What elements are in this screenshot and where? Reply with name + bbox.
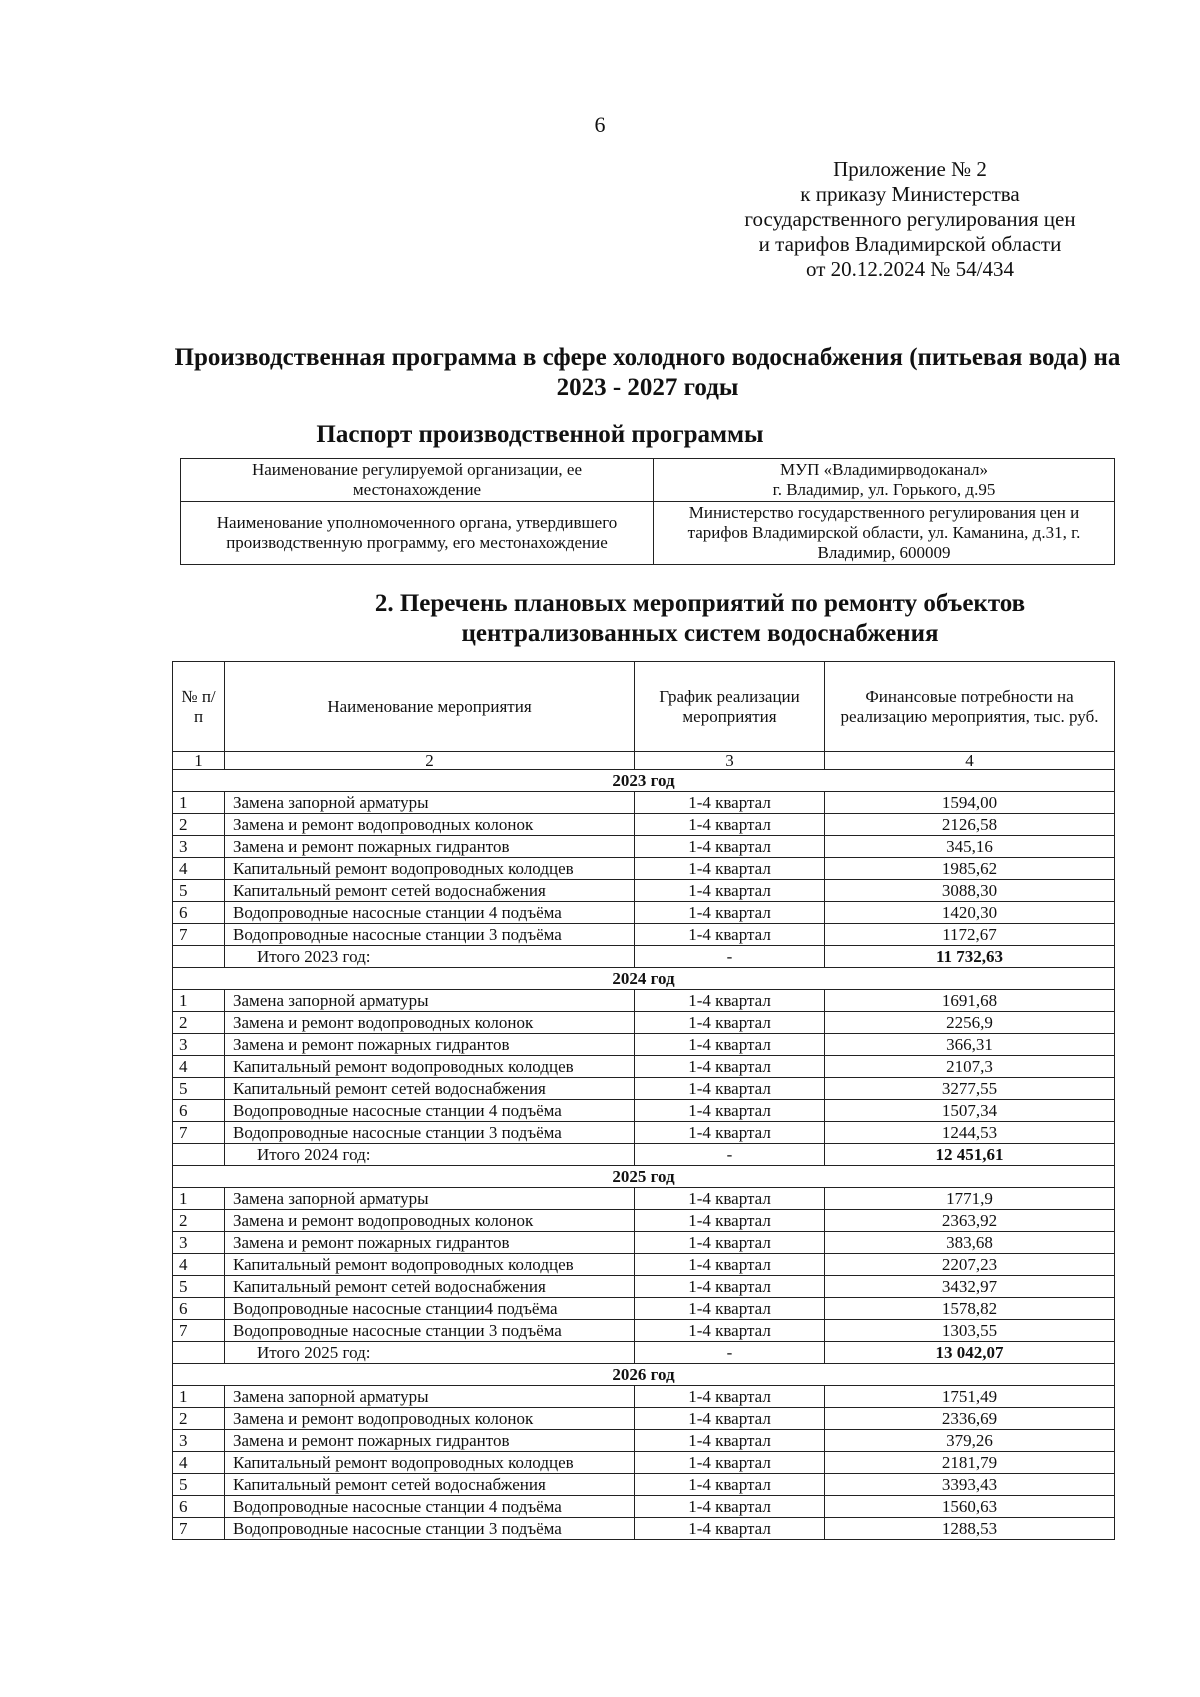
year-label: 2025 год — [173, 1166, 1115, 1188]
row-number: 3 — [173, 1232, 225, 1254]
measure-schedule: 1-4 квартал — [635, 858, 825, 880]
total-row — [173, 946, 1115, 968]
row-number: 5 — [173, 880, 225, 902]
table-row — [173, 858, 1115, 880]
table-row — [173, 880, 1115, 902]
row-number: 4 — [173, 1254, 225, 1276]
passport-value — [654, 459, 1115, 502]
year-row — [173, 1364, 1115, 1386]
measure-name: Капитальный ремонт сетей водоснабжения — [225, 1474, 635, 1496]
measure-name: Капитальный ремонт сетей водоснабжения — [225, 880, 635, 902]
column-number-row — [173, 752, 1115, 770]
column-number: 2 — [225, 752, 635, 770]
measure-name: Замена и ремонт пожарных гидрантов — [225, 836, 635, 858]
measure-amount: 3088,30 — [825, 880, 1115, 902]
row-number: 2 — [173, 1210, 225, 1232]
measure-schedule: 1-4 квартал — [635, 1386, 825, 1408]
table-row — [173, 1474, 1115, 1496]
measure-schedule: 1-4 квартал — [635, 1518, 825, 1540]
column-number: 1 — [173, 752, 225, 770]
measure-name: Замена запорной арматуры — [225, 990, 635, 1012]
measure-name: Замена запорной арматуры — [225, 792, 635, 814]
measure-name: Водопроводные насосные станции 3 подъёма — [225, 1518, 635, 1540]
row-number: 4 — [173, 858, 225, 880]
row-number: 3 — [173, 1034, 225, 1056]
row-number: 7 — [173, 1518, 225, 1540]
passport-label: Наименование регулируемой организации, ее местонахождение — [181, 459, 654, 502]
measure-name: Капитальный ремонт водопроводных колодцев — [225, 1056, 635, 1078]
measure-schedule: 1-4 квартал — [635, 1452, 825, 1474]
total-label: Итого 2023 год: — [225, 946, 635, 968]
total-label: Итого 2025 год: — [225, 1342, 635, 1364]
passport-value: Министерство государственного регулирования цен и тарифов Владимирской области, ул. Каманина, д.31, г. Владимир, 600009 — [654, 502, 1115, 565]
empty-cell — [173, 946, 225, 968]
measure-schedule: 1-4 квартал — [635, 836, 825, 858]
header-name: Наименование мероприятия — [225, 662, 635, 752]
measure-amount: 3432,97 — [825, 1276, 1115, 1298]
row-number: 5 — [173, 1276, 225, 1298]
section-title — [300, 589, 1100, 649]
measure-name: Водопроводные насосные станции 4 подъёма — [225, 902, 635, 924]
row-number: 4 — [173, 1452, 225, 1474]
appendix-line: и тарифов Владимирской области — [758, 232, 1062, 256]
measure-schedule: 1-4 квартал — [635, 880, 825, 902]
total-row — [173, 1342, 1115, 1364]
row-number: 7 — [173, 924, 225, 946]
passport-row — [181, 502, 1115, 565]
table-row — [173, 1188, 1115, 1210]
measure-schedule: 1-4 квартал — [635, 902, 825, 924]
table-row — [173, 1430, 1115, 1452]
measure-schedule: 1-4 квартал — [635, 1474, 825, 1496]
table-row — [173, 1518, 1115, 1540]
measure-name: Капитальный ремонт водопроводных колодцев — [225, 858, 635, 880]
table-row — [173, 1232, 1115, 1254]
measure-schedule: 1-4 квартал — [635, 1430, 825, 1452]
measure-schedule: 1-4 квартал — [635, 1188, 825, 1210]
table-row — [173, 1496, 1115, 1518]
measure-amount: 1594,00 — [825, 792, 1115, 814]
total-schedule: - — [635, 1342, 825, 1364]
table-row — [173, 1320, 1115, 1342]
measure-name: Капитальный ремонт водопроводных колодцев — [225, 1452, 635, 1474]
measure-amount: 1771,9 — [825, 1188, 1115, 1210]
empty-cell — [173, 1144, 225, 1166]
total-schedule: - — [635, 1144, 825, 1166]
measure-name: Замена и ремонт пожарных гидрантов — [225, 1430, 635, 1452]
measure-schedule: 1-4 квартал — [635, 1210, 825, 1232]
measure-amount: 1751,49 — [825, 1386, 1115, 1408]
table-row — [173, 836, 1115, 858]
measure-schedule: 1-4 квартал — [635, 792, 825, 814]
measure-schedule: 1-4 квартал — [635, 924, 825, 946]
table-row — [173, 814, 1115, 836]
empty-cell — [173, 1342, 225, 1364]
measure-schedule: 1-4 квартал — [635, 1298, 825, 1320]
row-number: 6 — [173, 1496, 225, 1518]
row-number: 2 — [173, 1408, 225, 1430]
row-number: 6 — [173, 1100, 225, 1122]
year-label: 2026 год — [173, 1364, 1115, 1386]
measure-amount: 1560,63 — [825, 1496, 1115, 1518]
section-title-line: 2. Перечень плановых мероприятий по ремонту объектов — [374, 590, 1026, 617]
measure-amount: 2107,3 — [825, 1056, 1115, 1078]
measure-name: Замена запорной арматуры — [225, 1188, 635, 1210]
total-amount: 11 732,63 — [825, 946, 1115, 968]
measure-name: Замена и ремонт пожарных гидрантов — [225, 1232, 635, 1254]
header-finance: Финансовые потребности на реализацию мероприятия, тыс. руб. — [825, 662, 1115, 752]
column-number: 3 — [635, 752, 825, 770]
measure-name: Замена и ремонт водопроводных колонок — [225, 1012, 635, 1034]
measure-schedule: 1-4 квартал — [635, 1276, 825, 1298]
total-row — [173, 1144, 1115, 1166]
measure-schedule: 1-4 квартал — [635, 1408, 825, 1430]
document-title: Производственная программа в сфере холодного водоснабжения (питьевая вода) на 2023 - 2027 годы — [174, 344, 1121, 401]
measure-amount: 2363,92 — [825, 1210, 1115, 1232]
year-row — [173, 1166, 1115, 1188]
measure-schedule: 1-4 квартал — [635, 814, 825, 836]
passport-value-line: МУП «Владимирводоканал» — [779, 460, 989, 479]
measure-amount: 345,16 — [825, 836, 1115, 858]
table-row — [173, 1056, 1115, 1078]
row-number: 4 — [173, 1056, 225, 1078]
measure-name: Водопроводные насосные станции 4 подъёма — [225, 1100, 635, 1122]
total-schedule: - — [635, 946, 825, 968]
measure-schedule: 1-4 квартал — [635, 1232, 825, 1254]
measure-amount: 2207,23 — [825, 1254, 1115, 1276]
measure-schedule: 1-4 квартал — [635, 1012, 825, 1034]
measure-amount: 3393,43 — [825, 1474, 1115, 1496]
table-row — [173, 1100, 1115, 1122]
measure-name: Капитальный ремонт сетей водоснабжения — [225, 1078, 635, 1100]
measure-amount: 1578,82 — [825, 1298, 1115, 1320]
measure-amount: 2126,58 — [825, 814, 1115, 836]
table-row — [173, 1298, 1115, 1320]
passport-value-line: г. Владимир, ул. Горького, д.95 — [772, 480, 996, 499]
row-number: 1 — [173, 1386, 225, 1408]
year-row — [173, 968, 1115, 990]
measure-amount: 1985,62 — [825, 858, 1115, 880]
measure-name: Водопроводные насосные станции 3 подъёма — [225, 924, 635, 946]
passport-label: Наименование уполномоченного органа, утвердившего производственную программу, его местонахождение — [181, 502, 654, 565]
appendix-line: от 20.12.2024 № 54/434 — [805, 257, 1015, 281]
table-row — [173, 1122, 1115, 1144]
passport-row — [181, 459, 1115, 502]
measure-schedule: 1-4 квартал — [635, 990, 825, 1012]
table-row — [173, 1078, 1115, 1100]
measure-schedule: 1-4 квартал — [635, 1496, 825, 1518]
column-number: 4 — [825, 752, 1115, 770]
year-label: 2023 год — [173, 770, 1115, 792]
table-row — [173, 792, 1115, 814]
measure-schedule: 1-4 квартал — [635, 1254, 825, 1276]
measure-schedule: 1-4 квартал — [635, 1320, 825, 1342]
header-no: № п/п — [173, 662, 225, 752]
table-row — [173, 902, 1115, 924]
table-row — [173, 1254, 1115, 1276]
total-label: Итого 2024 год: — [225, 1144, 635, 1166]
measure-name: Водопроводные насосные станции 3 подъёма — [225, 1320, 635, 1342]
table-row — [173, 924, 1115, 946]
measure-schedule: 1-4 квартал — [635, 1078, 825, 1100]
row-number: 3 — [173, 1430, 225, 1452]
measure-schedule: 1-4 квартал — [635, 1034, 825, 1056]
measure-schedule: 1-4 квартал — [635, 1122, 825, 1144]
header-schedule: График реализации мероприятия — [635, 662, 825, 752]
measure-amount: 1691,68 — [825, 990, 1115, 1012]
page-number: 6 — [594, 112, 606, 137]
row-number: 1 — [173, 792, 225, 814]
table-row — [173, 1034, 1115, 1056]
measure-name: Водопроводные насосные станции 4 подъёма — [225, 1496, 635, 1518]
measure-name: Капитальный ремонт водопроводных колодцев — [225, 1254, 635, 1276]
passport-heading: Паспорт производственной программы — [316, 421, 764, 448]
measure-name: Замена запорной арматуры — [225, 1386, 635, 1408]
measure-amount: 1172,67 — [825, 924, 1115, 946]
measure-amount: 1420,30 — [825, 902, 1115, 924]
year-label: 2024 год — [173, 968, 1115, 990]
measure-amount: 1244,53 — [825, 1122, 1115, 1144]
year-row — [173, 770, 1115, 792]
measure-name: Замена и ремонт водопроводных колонок — [225, 1408, 635, 1430]
measure-amount: 366,31 — [825, 1034, 1115, 1056]
appendix-block — [720, 157, 1100, 282]
table-header-row — [173, 662, 1115, 752]
appendix-line: государственного регулирования цен — [744, 207, 1076, 231]
measure-name: Замена и ремонт водопроводных колонок — [225, 814, 635, 836]
measure-name: Замена и ремонт пожарных гидрантов — [225, 1034, 635, 1056]
table-row — [173, 1452, 1115, 1474]
measure-amount: 2336,69 — [825, 1408, 1115, 1430]
measure-amount: 1507,34 — [825, 1100, 1115, 1122]
measure-amount: 1303,55 — [825, 1320, 1115, 1342]
measure-schedule: 1-4 квартал — [635, 1056, 825, 1078]
appendix-line: к приказу Министерства — [800, 182, 1020, 206]
section-title-line: централизованных систем водоснабжения — [461, 620, 939, 647]
row-number: 1 — [173, 990, 225, 1012]
measure-amount: 3277,55 — [825, 1078, 1115, 1100]
measure-amount: 383,68 — [825, 1232, 1115, 1254]
row-number: 6 — [173, 902, 225, 924]
row-number: 5 — [173, 1474, 225, 1496]
measure-name: Водопроводные насосные станции 3 подъёма — [225, 1122, 635, 1144]
row-number: 5 — [173, 1078, 225, 1100]
table-row — [173, 990, 1115, 1012]
row-number: 6 — [173, 1298, 225, 1320]
table-row — [173, 1408, 1115, 1430]
row-number: 1 — [173, 1188, 225, 1210]
table-row — [173, 1276, 1115, 1298]
measure-amount: 2181,79 — [825, 1452, 1115, 1474]
table-row — [173, 1012, 1115, 1034]
measure-schedule: 1-4 квартал — [635, 1100, 825, 1122]
row-number: 2 — [173, 814, 225, 836]
appendix-line: Приложение № 2 — [833, 157, 987, 181]
row-number: 3 — [173, 836, 225, 858]
row-number: 2 — [173, 1012, 225, 1034]
table-row — [173, 1386, 1115, 1408]
measure-amount: 379,26 — [825, 1430, 1115, 1452]
measure-name: Замена и ремонт водопроводных колонок — [225, 1210, 635, 1232]
table-row — [173, 1210, 1115, 1232]
measure-name: Водопроводные насосные станции4 подъёма — [225, 1298, 635, 1320]
measures-table — [172, 661, 1115, 1540]
row-number: 7 — [173, 1122, 225, 1144]
measure-amount: 1288,53 — [825, 1518, 1115, 1540]
total-amount: 12 451,61 — [825, 1144, 1115, 1166]
passport-table — [180, 458, 1115, 565]
total-amount: 13 042,07 — [825, 1342, 1115, 1364]
measure-name: Капитальный ремонт сетей водоснабжения — [225, 1276, 635, 1298]
measure-amount: 2256,9 — [825, 1012, 1115, 1034]
row-number: 7 — [173, 1320, 225, 1342]
